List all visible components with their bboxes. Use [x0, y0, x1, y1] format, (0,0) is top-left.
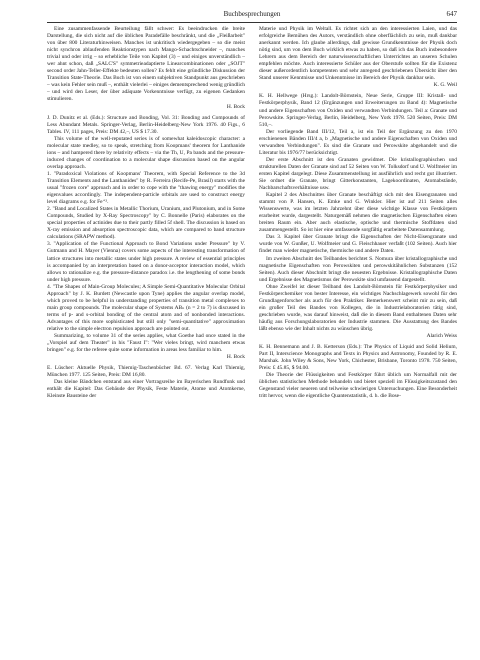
- running-header: [47, 8, 457, 20]
- book-reference: E. Lüscher: Aktuelle Physik, Thiemig-Taschenbücher Bd. 67. Verlag Karl Thiemig, München 1977. 125 Seiten, Preis: DM 16,80.: [47, 365, 245, 379]
- left-column: [47, 26, 245, 400]
- book-reference: K. H. Bennemann and J. B. Ketterson (Eds.): The Physics of Liquid and Solid Helium, Part II, Interscience Monographs and Texts in Physics and Astronomy, Founded by R. E. Marshak. John Wiley & Sons, New York, Chichester, Brisbane, Toronto 1978. 750 Seiten, Preis: £ 45.85, $ 94.00.: [259, 344, 457, 372]
- reviewer-signature: H. Bock: [226, 354, 245, 361]
- book-reference: K. H. Hellwege (Hrsg.): Landolt-Börnstein, Neue Serie, Gruppe III: Kristall- und Festkörperphysik, Band 12 (Ergänzungen und Erweiterungen zu Band 4): Magnetische und andere Eigenschaften von Oxiden und verwandten Verbindungen. Teil a: Granate und Perowskite. Springer-Verlag, Berlin, Heidelberg, New York 1978. 520 Seiten, Preis: DM 510,–.: [259, 93, 457, 128]
- review-paragraph: Die Theorie der Flüssigkeiten und Festkörper führt üblich um Normalfall mit der üblichen statistischen Methode behandeln und bietet speziell im Flüssigkeitszustand den Gegenstand vieler neueren und teilweise schwierigen Untersuchungen. Eine Besonderheit tritt hervor, wenn die eigentliche Quantenstatistik, d. h. die Bose-: [259, 372, 457, 400]
- review-paragraph: Materie und Physik im Weltall. Es richtet sich an den interessierten Laien, und das erfolgreiche Bemühen des Autors, verständlich ohne oberflächlich zu sein, muß dankbar anerkannt werden. Ich glaube allerdings, daß gewisse Grundkenntnisse der Physik doch nötig sind, um von dem Buch wirklich etwas zu haben, so daß ich das Buch insbesondere Lehrern aus dem Bereich der naturwissenschaftlichen Unterrichtes an unseren Schulen empfehlen möchte. Auch interessierte Schüler aus der Oberstufe sollten für die Existenz dieser außerordentlich kompetenten und sehr anregend geschriebenen Übersicht über den Stand unserer Kenntnisse und Unkenntnisse im Bereich der Physik dankbar sein.: [259, 26, 457, 82]
- header-rule: [47, 22, 457, 23]
- review-paragraph: Der vorliegende Band III/12, Teil a, ist ein Teil der Ergänzung zu den 1970 erschienenen Bänden III/4 a, b „Magnetische und andere Eigenschaften von Oxiden und verwandten Verbindungen". Es sind die Granate und Perowskite abgehandelt und die Literatur bis 1976/77 berücksichtigt.: [259, 128, 457, 156]
- running-title: Buchbesprechungen: [223, 10, 281, 18]
- right-column: [259, 26, 457, 400]
- review-paragraph: Summarizing, to volume 31 of the series applies, what Goethe had once stated in the „Vorspiel auf dem Theater" in his "Faust I": "Wer vieles bringt, wird manchem etwas bringen" e.g. for the referee quite some information in areas less familiar to him.: [47, 333, 245, 354]
- review-paragraph: Im zweiten Abschnitt des Teilbandes berichtet S. Nomura über kristallographische und magnetische Eigenschaften von Perowskiten und perowskitähnlichen Substanzen (152 Seiten). Auch dieser Abschnitt bringt die neuesten Ergebnisse. Kristallographische Daten und Ergebnisse des Magnetismus der Perowskite sind umfassend dargestellt.: [259, 255, 457, 283]
- review-paragraph: Das 3. Kapitel über Granate bringt die Eigenschaften der Nicht-Eisengranate und wurde von W. Gunßer, U. Wolfmeier und G. Fleischhauer verfaßt (102 Seiten). Auch hier findet man wieder magnetische, thermische und andere Daten.: [259, 234, 457, 255]
- reviewer-signature: K. G. Weil: [433, 82, 457, 89]
- review-paragraph: Kapitel 2 des Abschnittes über Granate beschäftigt sich mit den Eisengranaten und stammt von P. Hansen, K. Emke und G. Winkler. Hier ist auf 211 Seiten alles Wissenswerte, was im letzten Jahrzehnt über diese wichtige Klasse von Festkörpern erarbeitet wurde, dargestellt. Naturgemäß nehmen die magnetischen Eigenschaften einen breiten Raum ein. Aber auch elastische, optische und thermische Stoffdaten sind zusammengestellt. So ist hier eine umfassende sorgfältig erarbeitete Datensammlung.: [259, 192, 457, 234]
- book-reference: J. D. Dunitz et al. (Eds.): Structure and Bonding, Vol. 31: Bonding and Compounds of Less Abundant Metals. Springer-Verlag, Berlin-Heidelberg-New York 1976. 40 Figs., 6 Tables. IV, 111 pages, Preis: DM 42,–, US $ 17.30.: [47, 114, 245, 135]
- review-paragraph: Eine zusammenfassende Beurteilung fällt schwer: Es beeindrucken die breite Darstellung, die sich nicht auf die üblichen Paradefälle beschränkt, und die „Fleißarbeit" von über 800 Literaturhinweisen. Manches ist unkritisch wiedergegeben – so die meist nicht synchron ablaufenden Reaktionstypen nach Mango-Schachtschneider –, manches trivial und oder irrig – so erhebliche Teile von Kapitel (3) – und einiges unverständlich – wer ahnt schon, daß „SALC'S" symmetrieadaptierte Linearcombinationen oder „SOJT" second order Jahn-Teller-Effekte bedeuten sollen? Es fehlt eine gründliche Diskussion der Transition State-Theorie. Das Buch ist von einem subjektiven Standpunkt aus geschrieben – was kein Fehler sein muß –, enthält vielerlei – einiges dementsprechend wenig gründlich – und wird den Leser, der über adäquate Vorkenntnisse verfügt, zu eigenen Gedanken stimulieren.: [47, 26, 245, 103]
- list-item: 2. "Band and Localized States in Metallic Thorium, Uranium, and Plutonium, and in Some Compounds, Studied by X-Ray Spectroscopy" by C. Bonnelle (Paris) elaborates on the special properties of actinides due to their partly filled 5f shell. The discussion is based on X-ray emission and absorption spectroscopic data, which are compared to band structure calculations (SRAPW method).: [47, 206, 245, 241]
- review-paragraph: Das kleine Bändchen entstand aus einer Vortragsreihe im Bayerischen Rundfunk und enthält die Kapitel: Das Gebäude der Physik, Feste Materie, Atome und Atomkerne, Kleinste Bausteine der: [47, 379, 245, 400]
- reviewer-signature: Alarich Weiss: [426, 333, 457, 340]
- review-paragraph: Der erste Abschnitt ist den Granaten gewidmet. Die kristallographischen und strukturellen Daten der Granate sind auf 52 Seiten von W. Tolksdorf und U. Wolfmeier im ersten Kapitel dargelegt. Diese Zusammenstellung ist ausführlich und recht gut illustriert. Sie ordnet die Granate, bringt Gitterkonstanten, Lagekoordinaten, Atomabstände, Nachbarschaftsverhältnisse usw.: [259, 156, 457, 192]
- reviewer-signature: H. Bock: [226, 103, 245, 110]
- list-item: 3. "Application of the Functional Approach to Bond Variations under Pressure" by V. Gutmann and H. Mayer (Vienna) covers some aspects of the interesting transformation of lattice structures into metallic states under high pressure. A review of essential principles is accompanied by an interpretation based on a donor-acceptor interaction model, which allows to rationalize e.g. the pressure-distance paradox i.e. the lengthening of some bonds under high pressure.: [47, 241, 245, 283]
- list-item: 1. "Paradoxical Violations of Koopmans' Theorem, with Special Reference to the 3d Transition Elements and the Lanthanides" by R. Ferreira (Recife-Pe, Brasil) starts with the usual "frozen core" approach and in order to cope with the "thawing energy" modifies the eigenvalues accordingly. The independent-particle orbitals are used to construct energy level diagrams e.g. for Fe⁺².: [47, 170, 245, 206]
- review-paragraph: This volume of the well-reputated series is of somewhat kaleidoscopic character: a molecular state medley, so to speak, stretching from Koopmans' theorem for Lanthanide ions – and hampered there by relativity effects – via the Th, U, Pa bands and the pressure-induced changes of coordination to a molecular shape discussion based on the angular overlap approach.: [47, 135, 245, 170]
- list-item: 4. "The Shapes of Main-Group Molecules; A Simple Semi-Quantitative Molecular Orbital Approach" by J. K. Burdett (Newcastle upon Tyne) applies the angular overlap model, which proved to be helpful in understanding properties of transition metal complexes to main group compounds. The molecular shape of Systems ABₙ (n = 2 to 7) is discussed in terms of p- and s-orbital bonding of the central atom and of nonbonded interactions. Advantages of this more sophisticated but still only "semi-quantitative" approximation relative to the simple electron repulsion approach are pointed out.: [47, 283, 245, 332]
- review-paragraph: Ohne Zweifel ist dieser Teilband des Landolt-Börnstein für Festkörperphysiker und Festkörperchemiker von bester Interesse, ein wichtiges Nachschlagewerk sowohl für den Grundlagenforscher als auch für den Praktiker. Bemerkenswert scheint mir zu sein, daß ein großer Teil des Bandes von Kollegen, die in Industrielaboratorien tätig sind, geschrieben wurde, was darauf hinweist, daß die in diesem Band enthaltenen Daten sehr häufig aus Forschungslaboratorien der Industrie stammen. Die Ausstattung des Bandes läßt ebenso wie der Inhalt nichts zu wünschen übrig.: [259, 283, 457, 332]
- page-number: 647: [446, 10, 457, 18]
